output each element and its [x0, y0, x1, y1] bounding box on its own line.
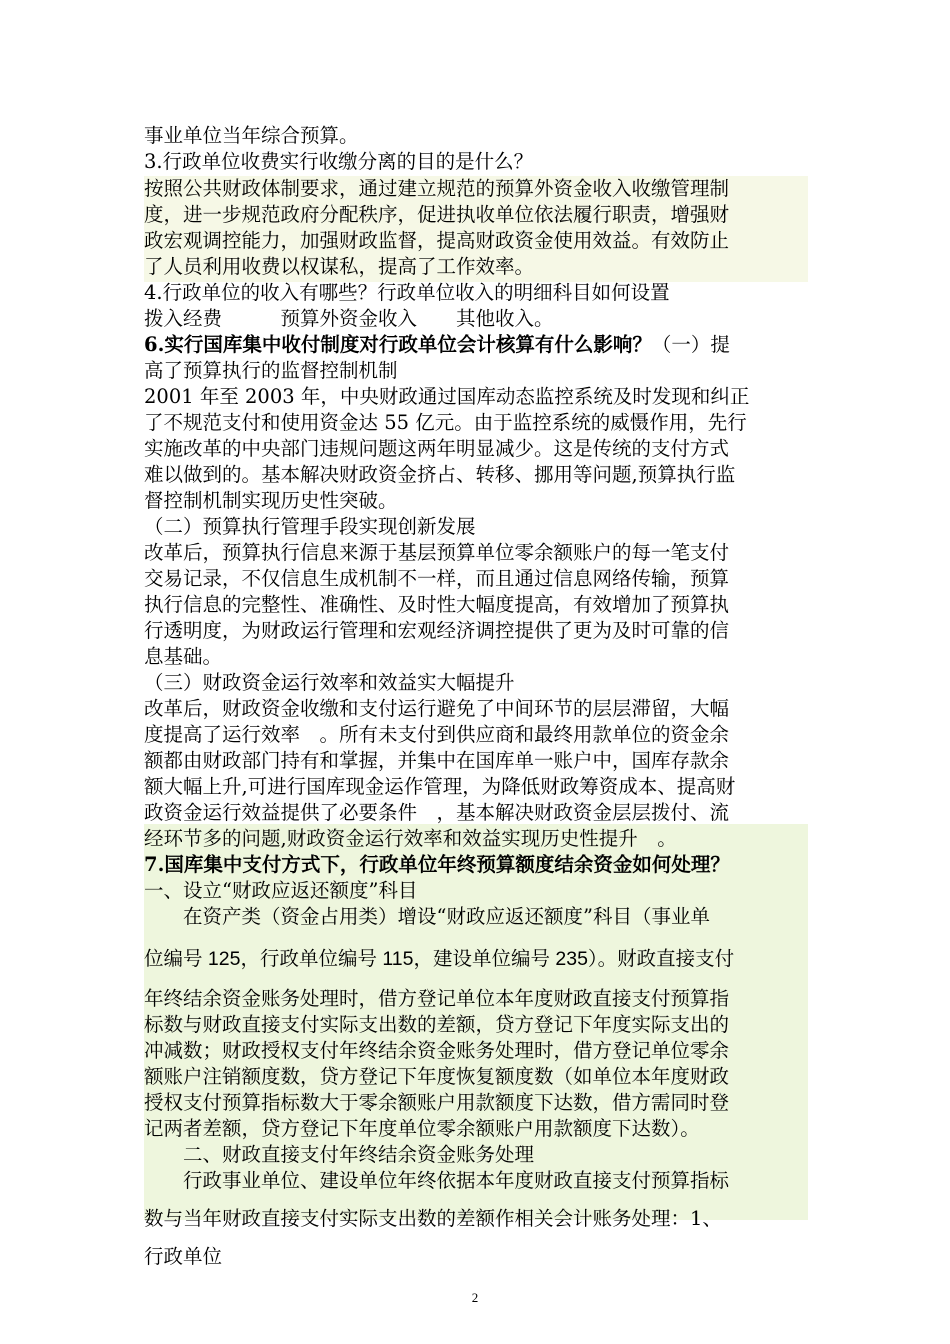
text-line: 实施改革的中央部门违规问题这两年明显减少。这是传统的支付方式 — [144, 437, 730, 460]
question-4: 4.行政单位的收入有哪些？行政单位收入的明细科目如何设置 — [144, 281, 670, 304]
question-6-line — [144, 332, 808, 358]
subheading-one: 一、设立“财政应返还额度”科目 — [144, 879, 418, 902]
text-line: 额账户注销额度数，贷方登记下年度恢复额度数（如单位本年度财政 — [144, 1065, 730, 1088]
question-6: 6.实行国库集中收付制度对行政单位会计核算有什么影响？ — [144, 333, 652, 356]
text-line: 政资金运行效益提供了必要条件 ，基本解决财政资金层层拨付、流 — [144, 801, 730, 824]
text-line: 督控制机制实现历史性突破。 — [144, 489, 398, 512]
question-3: 3.行政单位收费实行收缴分离的目的是什么？ — [144, 150, 534, 173]
text-line: 位编号 125，行政单位编号 115，建设单位编号 235）。财政直接支付 — [144, 948, 735, 970]
text-line: 政宏观调控能力，加强财政监督，提高财政资金使用效益。有效防止 — [144, 229, 730, 252]
text-line: 额大幅上升,可进行国库现金运作管理，为降低财政筹资成本、提高财 — [144, 775, 736, 798]
text-line: 按照公共财政体制要求，通过建立规范的预算外资金收入收缴管理制 — [144, 177, 730, 200]
text-line: 改革后，预算执行信息来源于基层预算单位零余额账户的每一笔支付 — [144, 541, 730, 564]
text-line: 了人员利用收费以权谋私，提高了工作效率。 — [144, 255, 535, 278]
page-number: 2 — [471, 1290, 479, 1305]
text-line: 行政事业单位、建设单位年终依据本年度财政直接支付预算指标 — [144, 1169, 730, 1192]
text-line: 息基础。 — [144, 645, 223, 668]
text-line: 执行信息的完整性、准确性、及时性大幅度提高，有效增加了预算执 — [144, 593, 730, 616]
text-line: 交易记录，不仅信息生成机制不一样，而且通过信息网络传输，预算 — [144, 567, 730, 590]
text-line: 冲减数；财政授权支付年终结余资金账务处理时，借方登记单位零余 — [144, 1039, 730, 1062]
text-line: 拨入经费 预算外资金收入 其他收入。 — [144, 307, 554, 330]
text-line: 2001 年至 2003 年，中央财政通过国库动态监控系统及时发现和纠正 — [144, 385, 750, 408]
section-one-start: （一）提 — [651, 333, 730, 356]
text-line: 数与当年财政直接支付实际支出数的差额作相关会计账务处理：1、 — [144, 1207, 722, 1230]
text-line: 度提高了运行效率 。所有未支付到供应商和最终用款单位的资金余 — [144, 723, 730, 746]
text-line: 标数与财政直接支付实际支出数的差额，贷方登记下年度实际支出的 — [144, 1013, 730, 1036]
text-line: 经环节多的问题,财政资金运行效率和效益实现历史性提升 。 — [144, 827, 677, 850]
question-7: 7.国库集中支付方式下，行政单位年终预算额度结余资金如何处理？ — [144, 853, 730, 876]
text-line: 高了预算执行的监督控制机制 — [144, 359, 398, 382]
text-line: 行透明度，为财政运行管理和宏观经济调控提供了更为及时可靠的信 — [144, 619, 730, 642]
section-two-heading: （二）预算执行管理手段实现创新发展 — [144, 515, 476, 538]
text-line: 行政单位 — [144, 1245, 223, 1268]
text-line: 事业单位当年综合预算。 — [144, 124, 359, 147]
text-line: 授权支付预算指标数大于零余额账户用款额度下达数，借方需同时登 — [144, 1091, 730, 1114]
text-line: 额都由财政部门持有和掌握，并集中在国库单一账户中，国库存款余 — [144, 749, 730, 772]
subheading-two: 二、财政直接支付年终结余资金账务处理 — [144, 1143, 535, 1166]
text-line: 记两者差额，贷方登记下年度单位零余额账户用款额度下达数）。 — [144, 1117, 700, 1140]
text-line: 了不规范支付和使用资金达 55 亿元。由于监控系统的威慑作用，先行 — [144, 411, 747, 434]
text-line: 难以做到的。基本解决财政资金挤占、转移、挪用等问题,预算执行监 — [144, 463, 736, 486]
text-line: 度，进一步规范政府分配秩序，促进执收单位依法履行职责，增强财 — [144, 203, 730, 226]
text-line: 改革后，财政资金收缴和支付运行避免了中间环节的层层滞留，大幅 — [144, 697, 730, 720]
text-line: 在资产类（资金占用类）增设“财政应返还额度”科目（事业单 — [144, 905, 710, 928]
section-three-heading: （三）财政资金运行效率和效益实大幅提升 — [144, 671, 515, 694]
text-line: 年终结余资金账务处理时，借方登记单位本年度财政直接支付预算指 — [144, 987, 730, 1010]
